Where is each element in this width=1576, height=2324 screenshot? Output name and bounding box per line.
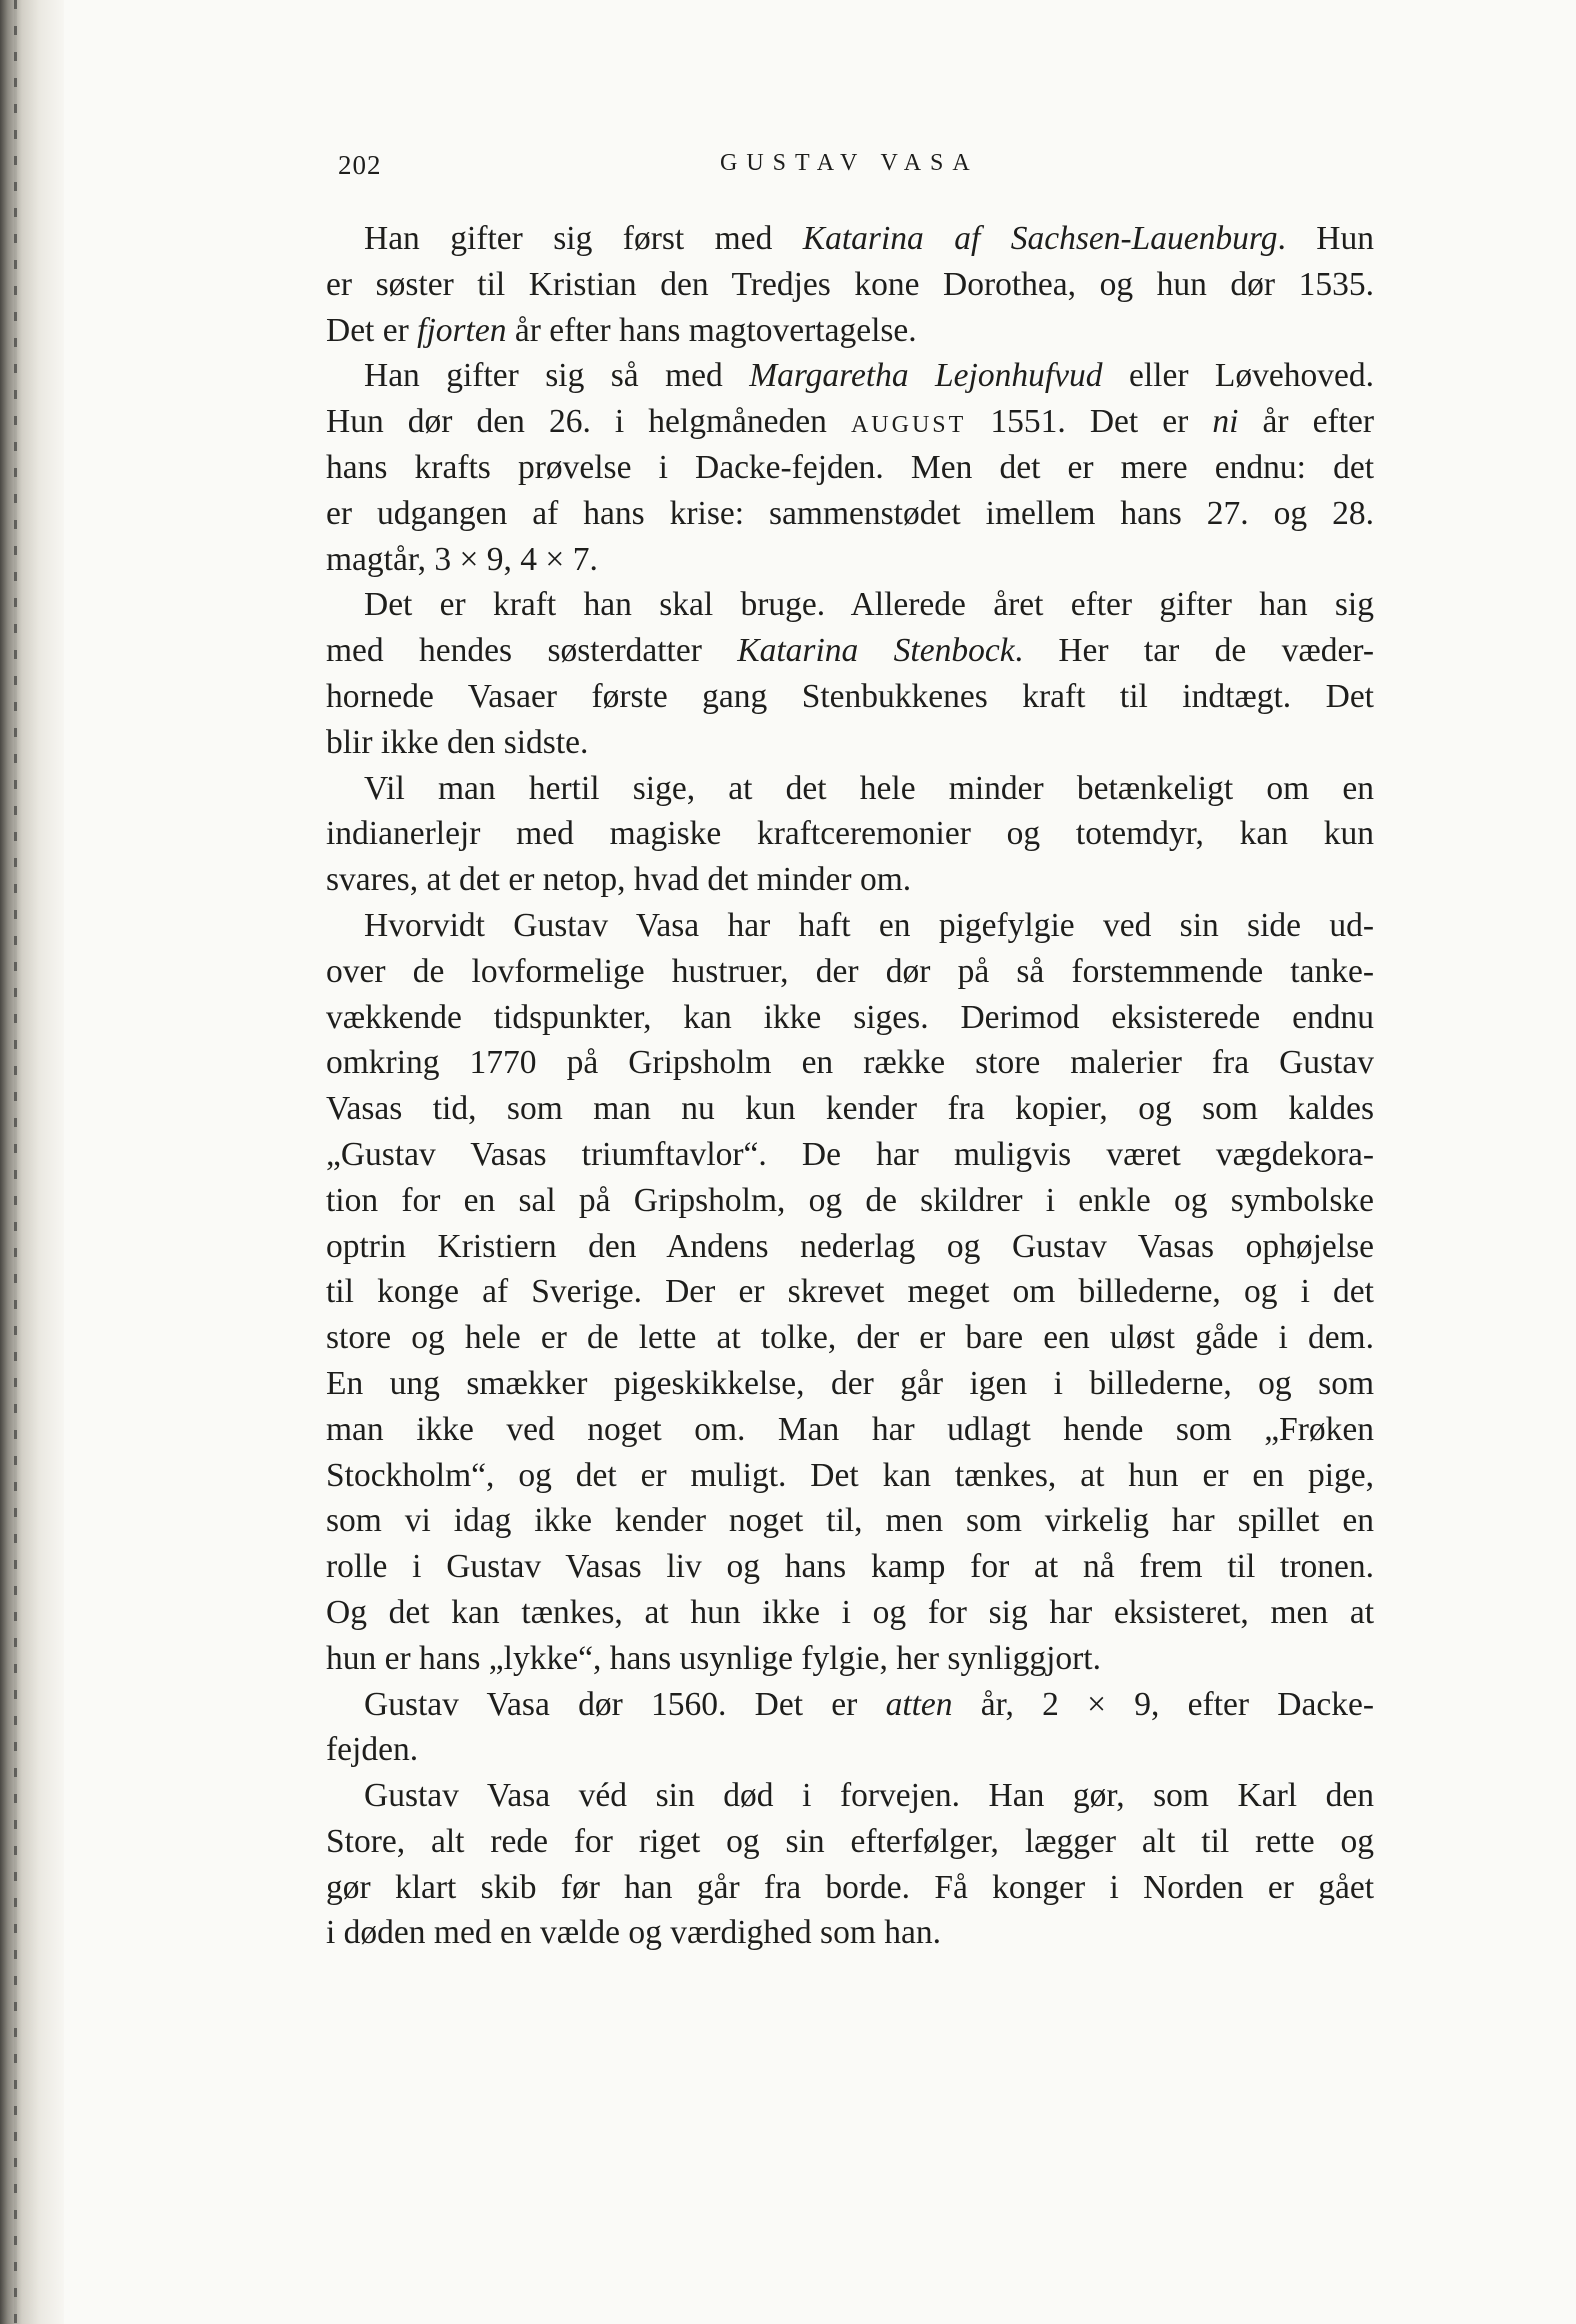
text-line	[326, 949, 1374, 995]
text-run: Hvorvidt Gustav Vasa har haft en pigefylgie ved sin side ud-	[364, 906, 1374, 944]
text-run: år efter	[1238, 403, 1374, 441]
text-run: i døden med en vælde og værdighed som han.	[326, 1914, 942, 1952]
text-line	[326, 353, 1374, 399]
text-line	[326, 1178, 1374, 1224]
text-run: vækkende tidspunkter, kan ikke siges. Derimod eksisterede endnu	[326, 998, 1374, 1036]
text-run: indianerlejr med magiske kraftceremonier og totemdyr, kan kun	[326, 815, 1374, 853]
italic-text: atten	[885, 1685, 953, 1723]
text-run: år efter hans magtovertagelse.	[506, 311, 917, 349]
italic-text: ni	[1212, 403, 1239, 441]
text-run: Og det kan tænkes, at hun ikke i og for sig har eksisteret, men at	[326, 1593, 1374, 1631]
text-line	[326, 995, 1374, 1041]
paragraph	[326, 1773, 1374, 1956]
text-run: Vil man hertil sige, at det hele minder betænkeligt om en	[364, 769, 1374, 807]
text-line	[326, 1132, 1374, 1178]
text-line	[326, 628, 1374, 674]
text-line	[326, 1636, 1374, 1682]
body-text	[326, 216, 1374, 1956]
page-header	[338, 150, 1576, 190]
text-run: gør klart skib før han går fra borde. Få konger i Norden er gået	[326, 1868, 1374, 1906]
text-line	[326, 1590, 1374, 1636]
running-head: GUSTAV VASA	[720, 150, 979, 176]
text-run: til konge af Sverige. Der er skrevet meget om billederne, og i det	[326, 1273, 1374, 1311]
text-run: Gustav Vasa véd sin død i forvejen. Han gør, som Karl den	[364, 1777, 1374, 1815]
text-line	[326, 1544, 1374, 1590]
text-run: magtår, 3 × 9, 4 × 7.	[326, 540, 598, 578]
paragraph	[326, 766, 1374, 903]
text-line	[326, 1910, 1374, 1956]
text-run: eller Løvehoved.	[1102, 357, 1374, 395]
text-line	[326, 262, 1374, 308]
text-run: Det er kraft han skal bruge. Allerede året efter gifter han sig	[364, 586, 1374, 624]
text-run: man ikke ved noget om. Man har udlagt hende som „Frøken	[326, 1410, 1374, 1448]
text-run: er søster til Kristian den Tredjes kone Dorothea, og hun dør 1535.	[326, 265, 1374, 303]
text-line	[326, 903, 1374, 949]
text-line	[326, 537, 1374, 583]
italic-text: Katarina af Sachsen-Lauenburg	[802, 220, 1278, 257]
text-line	[326, 1819, 1374, 1865]
text-run: omkring 1770 på Gripsholm en række store malerier fra Gustav	[326, 1044, 1374, 1082]
text-line	[326, 1040, 1374, 1086]
text-line	[326, 1224, 1374, 1270]
text-line	[326, 674, 1374, 720]
text-line	[326, 216, 1374, 262]
text-run: Stockholm“, og det er muligt. Det kan tænkes, at hun er en pige,	[326, 1456, 1374, 1494]
text-run: er udgangen af hans krise: sammenstødet imellem hans 27. og 28.	[326, 494, 1374, 532]
text-run: blir ikke den sidste.	[326, 723, 589, 761]
text-line	[326, 1498, 1374, 1544]
text-run: . Hun	[1277, 220, 1374, 257]
text-run: Han gifter sig først med	[364, 220, 803, 257]
text-line	[326, 445, 1374, 491]
text-line	[326, 811, 1374, 857]
text-run: store og hele er de lette at tolke, der er bare een uløst gåde i dem.	[326, 1319, 1374, 1357]
text-run: 1551. Det er	[966, 403, 1213, 441]
text-line	[326, 582, 1374, 628]
paragraph	[326, 216, 1374, 353]
text-line	[326, 1727, 1374, 1773]
text-run: over de lovformelige hustruer, der dør på så forstemmende tanke-	[326, 952, 1374, 990]
paragraph	[326, 903, 1374, 1682]
italic-text: Margaretha Lejonhufvud	[749, 357, 1103, 395]
text-run: Store, alt rede for riget og sin efterfølger, lægger alt til rette og	[326, 1822, 1374, 1860]
text-line	[326, 308, 1374, 354]
paragraph	[326, 1682, 1374, 1774]
small-caps-text: AUGUST	[850, 412, 967, 439]
text-line	[326, 1315, 1374, 1361]
page-number: 202	[338, 150, 382, 180]
text-run: svares, at det er netop, hvad det minder om.	[326, 861, 912, 899]
text-run: En ung smækker pigeskikkelse, der går igen i billederne, og som	[326, 1364, 1374, 1402]
text-run: optrin Kristiern den Andens nederlag og Gustav Vasas ophøjelse	[326, 1227, 1374, 1265]
text-line	[326, 857, 1374, 903]
text-line	[326, 1086, 1374, 1132]
paragraph	[326, 353, 1374, 582]
text-line	[326, 1407, 1374, 1453]
text-line	[326, 1773, 1374, 1819]
text-run: Det er	[326, 311, 418, 349]
text-line	[326, 1453, 1374, 1499]
text-run: år, 2 × 9, efter Dacke-	[952, 1685, 1374, 1723]
text-run: tion for en sal på Gripsholm, og de skildrer i enkle og symbolske	[326, 1181, 1374, 1219]
text-run: som vi idag ikke kender noget til, men som virkelig har spillet en	[326, 1502, 1374, 1540]
text-line	[326, 766, 1374, 812]
text-run: Vasas tid, som man nu kun kender fra kopier, og som kaldes	[326, 1090, 1374, 1128]
italic-text: Katarina Stenbock	[737, 632, 1015, 670]
text-run: Han gifter sig så med	[364, 357, 750, 395]
text-line	[326, 491, 1374, 537]
text-run: fejden.	[326, 1731, 419, 1769]
text-run: med hendes søsterdatter	[326, 632, 738, 670]
paragraph	[326, 582, 1374, 765]
page-binding-edge	[0, 0, 64, 2324]
text-run: rolle i Gustav Vasas liv og hans kamp for at nå frem til tronen.	[326, 1548, 1374, 1586]
text-run: hornede Vasaer første gang Stenbukkenes kraft til indtægt. Det	[326, 677, 1374, 715]
text-line	[326, 1865, 1374, 1911]
text-run: hans krafts prøvelse i Dacke-fejden. Men det er mere endnu: det	[326, 448, 1374, 486]
text-run: Hun dør den 26. i helgmåneden	[326, 403, 851, 441]
text-line	[326, 1269, 1374, 1315]
text-line	[326, 399, 1374, 445]
text-run: „Gustav Vasas triumftavlor“. De har muligvis været vægdekora-	[326, 1135, 1374, 1173]
text-run: hun er hans „lykke“, hans usynlige fylgie, her synliggjort.	[326, 1639, 1101, 1677]
text-line	[326, 720, 1374, 766]
text-line	[326, 1361, 1374, 1407]
italic-text: fjorten	[417, 311, 507, 349]
text-run: Gustav Vasa dør 1560. Det er	[364, 1685, 886, 1723]
text-run: . Her tar de væder-	[1014, 632, 1374, 670]
text-line	[326, 1682, 1374, 1728]
